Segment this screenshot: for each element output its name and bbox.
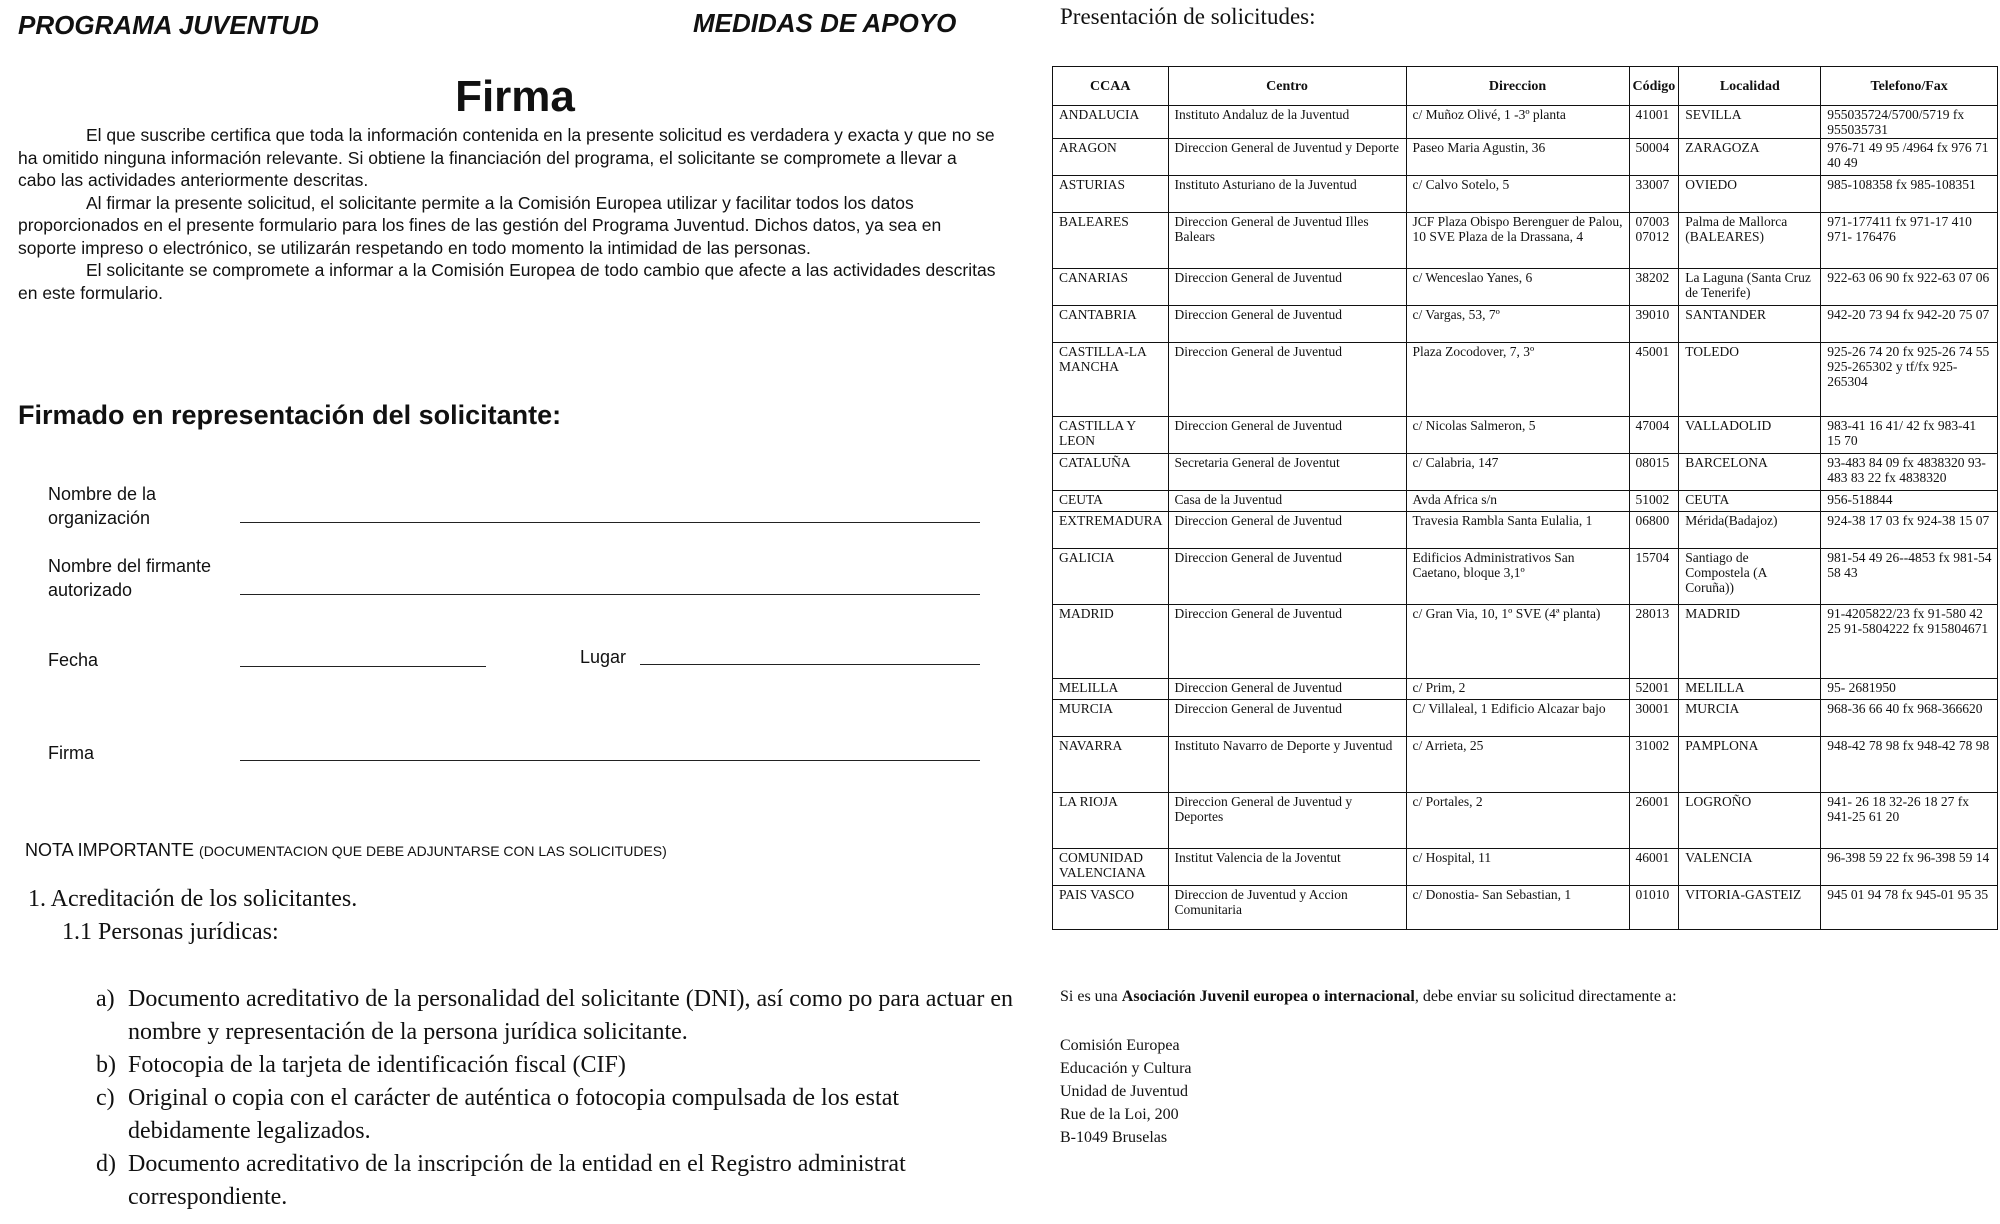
table-cell: PAMPLONA bbox=[1679, 737, 1821, 793]
submission-title: Presentación de solicitudes: bbox=[1060, 4, 1316, 29]
table-cell: C/ Villaleal, 1 Edificio Alcazar bajo bbox=[1406, 700, 1629, 737]
table-cell: VITORIA-GASTEIZ bbox=[1679, 886, 1821, 930]
table-cell: MADRID bbox=[1679, 605, 1821, 679]
table-cell: 41001 bbox=[1629, 106, 1679, 139]
table-cell: 47004 bbox=[1629, 417, 1679, 454]
table-row bbox=[1053, 306, 1998, 343]
column-header: Centro bbox=[1168, 67, 1406, 106]
association-note bbox=[1060, 988, 1677, 1006]
table-cell: MADRID bbox=[1053, 605, 1169, 679]
table-cell: 50004 bbox=[1629, 139, 1679, 176]
table-cell: Instituto Andaluz de la Juventud bbox=[1168, 106, 1406, 139]
table-cell: MELILLA bbox=[1679, 679, 1821, 700]
list-item-text: Documento acreditativo de la personalidad del solicitante (DNI), así como po para actuar en nombre y representación de la persona jurídica solicitante. bbox=[128, 986, 1013, 1045]
list-item bbox=[96, 1049, 1018, 1082]
table-cell: OVIEDO bbox=[1679, 176, 1821, 213]
table-cell: 15704 bbox=[1629, 549, 1679, 605]
table-cell: Direccion General de Juventud bbox=[1168, 343, 1406, 417]
table-cell: Direccion General de Juventud bbox=[1168, 512, 1406, 549]
table-cell: CASTILLA Y LEON bbox=[1053, 417, 1169, 454]
table-cell: 38202 bbox=[1629, 269, 1679, 306]
column-header: Telefono/Fax bbox=[1821, 67, 1998, 106]
table-cell: c/ Prim, 2 bbox=[1406, 679, 1629, 700]
declaration-paragraph: Al firmar la presente solicitud, el solicitante permite a la Comisión Europea utilizar y facilitar todos los datos proporcionados en el presente formulario para los fines de las gestión del Programa Juventud. Dichos datos, ya sea en soporte impreso o electrónico, se utilizarán respetando en todo momento la intimidad de las personas. bbox=[18, 192, 942, 258]
table-cell: c/ Portales, 2 bbox=[1406, 793, 1629, 849]
table-cell: c/ Nicolas Salmeron, 5 bbox=[1406, 417, 1629, 454]
table-cell: 925-26 74 20 fx 925-26 74 55 925-265302 y tf/fx 925-265304 bbox=[1821, 343, 1998, 417]
table-cell: PAIS VASCO bbox=[1053, 886, 1169, 930]
table-body bbox=[1053, 106, 1998, 930]
table-cell: Direccion General de Juventud y Deportes bbox=[1168, 793, 1406, 849]
page-title: Firma bbox=[455, 72, 575, 121]
table-cell: 945 01 94 78 fx 945-01 95 35 bbox=[1821, 886, 1998, 930]
table-row bbox=[1053, 106, 1998, 139]
signature-label: Firma bbox=[48, 743, 94, 763]
table-cell: Direccion General de Juventud bbox=[1168, 306, 1406, 343]
table-cell: La Laguna (Santa Cruz de Tenerife) bbox=[1679, 269, 1821, 306]
note-text: , debe enviar su solicitud directamente a: bbox=[1414, 988, 1677, 1005]
address-line: Rue de la Loi, 200 bbox=[1060, 1106, 1179, 1123]
table-cell: LOGROÑO bbox=[1679, 793, 1821, 849]
table-cell: 941- 26 18 32-26 18 27 fx 941-25 61 20 bbox=[1821, 793, 1998, 849]
table-cell: Paseo Maria Agustin, 36 bbox=[1406, 139, 1629, 176]
table-cell: Direccion General de Juventud bbox=[1168, 605, 1406, 679]
table-cell: 07003 07012 bbox=[1629, 213, 1679, 269]
table-cell: c/ Arrieta, 25 bbox=[1406, 737, 1629, 793]
table-cell: Casa de la Juventud bbox=[1168, 491, 1406, 512]
table-cell: MURCIA bbox=[1679, 700, 1821, 737]
table-row bbox=[1053, 454, 1998, 491]
signer-name-label: Nombre del firmante autorizado bbox=[48, 556, 212, 600]
table-row bbox=[1053, 512, 1998, 549]
table-row bbox=[1053, 737, 1998, 793]
table-cell: 976-71 49 95 /4964 fx 976 71 40 49 bbox=[1821, 139, 1998, 176]
table-cell: GALICIA bbox=[1053, 549, 1169, 605]
table-cell: Edificios Administrativos San Caetano, bloque 3,1º bbox=[1406, 549, 1629, 605]
table-cell: Direccion General de Juventud bbox=[1168, 700, 1406, 737]
table-cell: 31002 bbox=[1629, 737, 1679, 793]
table-cell: 985-108358 fx 985-108351 bbox=[1821, 176, 1998, 213]
table-cell: Instituto Asturiano de la Juventud bbox=[1168, 176, 1406, 213]
table-cell: Direccion General de Juventud Illes Balears bbox=[1168, 213, 1406, 269]
table-cell: c/ Wenceslao Yanes, 6 bbox=[1406, 269, 1629, 306]
requirement-heading: 1. Acreditación de los solicitantes. bbox=[28, 886, 358, 912]
table-cell: EXTREMADURA bbox=[1053, 512, 1169, 549]
table-cell: 968-36 66 40 fx 968-366620 bbox=[1821, 700, 1998, 737]
table-cell: SANTANDER bbox=[1679, 306, 1821, 343]
table-cell: SEVILLA bbox=[1679, 106, 1821, 139]
table-cell: c/ Gran Via, 10, 1º SVE (4ª planta) bbox=[1406, 605, 1629, 679]
place-line[interactable] bbox=[640, 664, 980, 665]
date-label: Fecha bbox=[48, 650, 99, 670]
table-cell: LA RIOJA bbox=[1053, 793, 1169, 849]
table-cell: TOLEDO bbox=[1679, 343, 1821, 417]
table-cell: Direccion General de Juventud bbox=[1168, 417, 1406, 454]
table-cell: 95- 2681950 bbox=[1821, 679, 1998, 700]
table-cell: 06800 bbox=[1629, 512, 1679, 549]
column-header: Direccion bbox=[1406, 67, 1629, 106]
table-cell: CASTILLA-LA MANCHA bbox=[1053, 343, 1169, 417]
table-cell: CANARIAS bbox=[1053, 269, 1169, 306]
table-cell: 971-177411 fx 971-17 410 971- 176476 bbox=[1821, 213, 1998, 269]
note-text: Si es una bbox=[1060, 988, 1122, 1005]
date-line[interactable] bbox=[240, 666, 486, 667]
list-item-marker: d) bbox=[96, 1151, 116, 1177]
table-cell: JCF Plaza Obispo Berenguer de Palou, 10 SVE Plaza de la Drassana, 4 bbox=[1406, 213, 1629, 269]
list-item bbox=[96, 1082, 1018, 1148]
table-cell: 08015 bbox=[1629, 454, 1679, 491]
table-cell: Direccion General de Juventud bbox=[1168, 269, 1406, 306]
submission-page bbox=[1030, 0, 2000, 1224]
table-row bbox=[1053, 700, 1998, 737]
table-cell: 91-4205822/23 fx 91-580 42 25 91-5804222 fx 915804671 bbox=[1821, 605, 1998, 679]
address-line: B-1049 Bruselas bbox=[1060, 1129, 1168, 1146]
table-cell: Travesia Rambla Santa Eulalia, 1 bbox=[1406, 512, 1629, 549]
table-cell: 922-63 06 90 fx 922-63 07 06 bbox=[1821, 269, 1998, 306]
table-cell: 30001 bbox=[1629, 700, 1679, 737]
table-row bbox=[1053, 176, 1998, 213]
org-name-line[interactable] bbox=[240, 522, 980, 523]
table-cell: CATALUÑA bbox=[1053, 454, 1169, 491]
table-cell: c/ Vargas, 53, 7º bbox=[1406, 306, 1629, 343]
table-row bbox=[1053, 417, 1998, 454]
table-row bbox=[1053, 886, 1998, 930]
table-cell: c/ Calabria, 147 bbox=[1406, 454, 1629, 491]
table-cell: Plaza Zocodover, 7, 3º bbox=[1406, 343, 1629, 417]
mailing-address bbox=[1060, 1034, 1192, 1149]
table-cell: MURCIA bbox=[1053, 700, 1169, 737]
table-cell: 52001 bbox=[1629, 679, 1679, 700]
table-cell: 93-483 84 09 fx 4838320 93-483 83 22 fx 4838320 bbox=[1821, 454, 1998, 491]
signer-name-line[interactable] bbox=[240, 594, 980, 595]
table-cell: c/ Muñoz Olivé, 1 -3º planta bbox=[1406, 106, 1629, 139]
declaration-text bbox=[18, 124, 998, 304]
note-emphasis: Asociación Juvenil europea o internacional bbox=[1121, 988, 1415, 1005]
table-cell: Instituto Navarro de Deporte y Juventud bbox=[1168, 737, 1406, 793]
signed-on-behalf-title: Firmado en representación del solicitante: bbox=[18, 400, 562, 430]
list-item-text: Documento acreditativo de la inscripción de la entidad en el Registro administrat correspondiente. bbox=[128, 1151, 906, 1210]
table-row bbox=[1053, 213, 1998, 269]
table-cell: CEUTA bbox=[1053, 491, 1169, 512]
table-cell: ASTURIAS bbox=[1053, 176, 1169, 213]
table-cell: BALEARES bbox=[1053, 213, 1169, 269]
table-cell: Institut Valencia de la Joventut bbox=[1168, 849, 1406, 886]
table-cell: VALENCIA bbox=[1679, 849, 1821, 886]
table-cell: BARCELONA bbox=[1679, 454, 1821, 491]
table-cell: c/ Hospital, 11 bbox=[1406, 849, 1629, 886]
table-cell: Direccion General de Juventud bbox=[1168, 679, 1406, 700]
table-row bbox=[1053, 343, 1998, 417]
table-cell: 01010 bbox=[1629, 886, 1679, 930]
list-item-text: Original o copia con el carácter de auténtica o fotocopia compulsada de los estat debidamente legalizados. bbox=[128, 1085, 900, 1144]
program-header: PROGRAMA JUVENTUD bbox=[18, 10, 319, 40]
list-item bbox=[96, 1148, 1018, 1214]
table-cell: Secretaria General de Joventut bbox=[1168, 454, 1406, 491]
table-header-row bbox=[1053, 67, 1998, 106]
table-row bbox=[1053, 269, 1998, 306]
table-cell: CANTABRIA bbox=[1053, 306, 1169, 343]
table-cell: 981-54 49 26--4853 fx 981-54 58 43 bbox=[1821, 549, 1998, 605]
table-row bbox=[1053, 605, 1998, 679]
table-cell: 924-38 17 03 fx 924-38 15 07 bbox=[1821, 512, 1998, 549]
table-cell: Mérida(Badajoz) bbox=[1679, 512, 1821, 549]
table-cell: 45001 bbox=[1629, 343, 1679, 417]
table-cell: 39010 bbox=[1629, 306, 1679, 343]
requirement-subheading: 1.1 Personas jurídicas: bbox=[62, 919, 279, 945]
table-cell: 983-41 16 41/ 42 fx 983-41 15 70 bbox=[1821, 417, 1998, 454]
declaration-paragraph: El solicitante se compromete a informar a la Comisión Europea de todo cambio que afecte a las actividades descritas en este formulario. bbox=[18, 260, 996, 303]
signature-line[interactable] bbox=[240, 760, 980, 761]
table-cell: 948-42 78 98 fx 948-42 78 98 bbox=[1821, 737, 1998, 793]
table-cell: VALLADOLID bbox=[1679, 417, 1821, 454]
table-row bbox=[1053, 849, 1998, 886]
list-item-marker: b) bbox=[96, 1052, 116, 1078]
list-item-marker: a) bbox=[96, 986, 115, 1012]
column-header: Código bbox=[1629, 67, 1679, 106]
address-line: Comisión Europea bbox=[1060, 1037, 1180, 1054]
list-item bbox=[96, 983, 1018, 1049]
address-line: Unidad de Juventud bbox=[1060, 1083, 1188, 1100]
table-cell: 956-518844 bbox=[1821, 491, 1998, 512]
column-header: CCAA bbox=[1053, 67, 1169, 106]
table-cell: MELILLA bbox=[1053, 679, 1169, 700]
table-row bbox=[1053, 139, 1998, 176]
table-cell: 51002 bbox=[1629, 491, 1679, 512]
table-row bbox=[1053, 491, 1998, 512]
table-cell: 46001 bbox=[1629, 849, 1679, 886]
table-cell: Direccion General de Juventud bbox=[1168, 549, 1406, 605]
table-cell: ARAGON bbox=[1053, 139, 1169, 176]
table-cell: Avda Africa s/n bbox=[1406, 491, 1629, 512]
table-row bbox=[1053, 549, 1998, 605]
section-header: MEDIDAS DE APOYO bbox=[693, 8, 957, 38]
table-cell: COMUNIDAD VALENCIANA bbox=[1053, 849, 1169, 886]
table-row bbox=[1053, 793, 1998, 849]
table-cell: 955035724/5700/5719 fx 955035731 bbox=[1821, 106, 1998, 139]
table-cell: ANDALUCIA bbox=[1053, 106, 1169, 139]
table-row bbox=[1053, 679, 1998, 700]
table-cell: Santiago de Compostela (A Coruña)) bbox=[1679, 549, 1821, 605]
table-cell: c/ Calvo Sotelo, 5 bbox=[1406, 176, 1629, 213]
important-note-title: NOTA IMPORTANTE bbox=[25, 840, 195, 860]
declaration-paragraph: El que suscribe certifica que toda la información contenida en la presente solicitud es verdadera y exacta y que no se ha omitido ninguna información relevante. Si obtiene la financiación del programa, el solicitante se compromete a llevar a cabo las actividades anteriormente descritas. bbox=[18, 125, 995, 190]
table-cell: 33007 bbox=[1629, 176, 1679, 213]
important-note-subtitle: (DOCUMENTACION QUE DEBE ADJUNTARSE CON LAS SOLICITUDES) bbox=[199, 843, 667, 859]
table-cell: 942-20 73 94 fx 942-20 75 07 bbox=[1821, 306, 1998, 343]
table-cell: Direccion General de Juventud y Deporte bbox=[1168, 139, 1406, 176]
table-cell: Direccion de Juventud y Accion Comunitaria bbox=[1168, 886, 1406, 930]
table-cell: NAVARRA bbox=[1053, 737, 1169, 793]
offices-table bbox=[1052, 66, 1998, 930]
list-item-text: Fotocopia de la tarjeta de identificación fiscal (CIF) bbox=[128, 1052, 626, 1078]
table-cell: 28013 bbox=[1629, 605, 1679, 679]
requirements-list bbox=[28, 883, 1018, 1214]
table-cell: ZARAGOZA bbox=[1679, 139, 1821, 176]
important-note bbox=[25, 840, 667, 861]
list-item-marker: c) bbox=[96, 1085, 115, 1111]
place-label: Lugar bbox=[580, 647, 627, 667]
table-cell: 26001 bbox=[1629, 793, 1679, 849]
table-cell: c/ Donostia- San Sebastian, 1 bbox=[1406, 886, 1629, 930]
org-name-label: Nombre de la organización bbox=[48, 484, 157, 528]
address-line: Educación y Cultura bbox=[1060, 1060, 1192, 1077]
table-cell: 96-398 59 22 fx 96-398 59 14 bbox=[1821, 849, 1998, 886]
table-cell: Palma de Mallorca (BALEARES) bbox=[1679, 213, 1821, 269]
column-header: Localidad bbox=[1679, 67, 1821, 106]
table-cell: CEUTA bbox=[1679, 491, 1821, 512]
